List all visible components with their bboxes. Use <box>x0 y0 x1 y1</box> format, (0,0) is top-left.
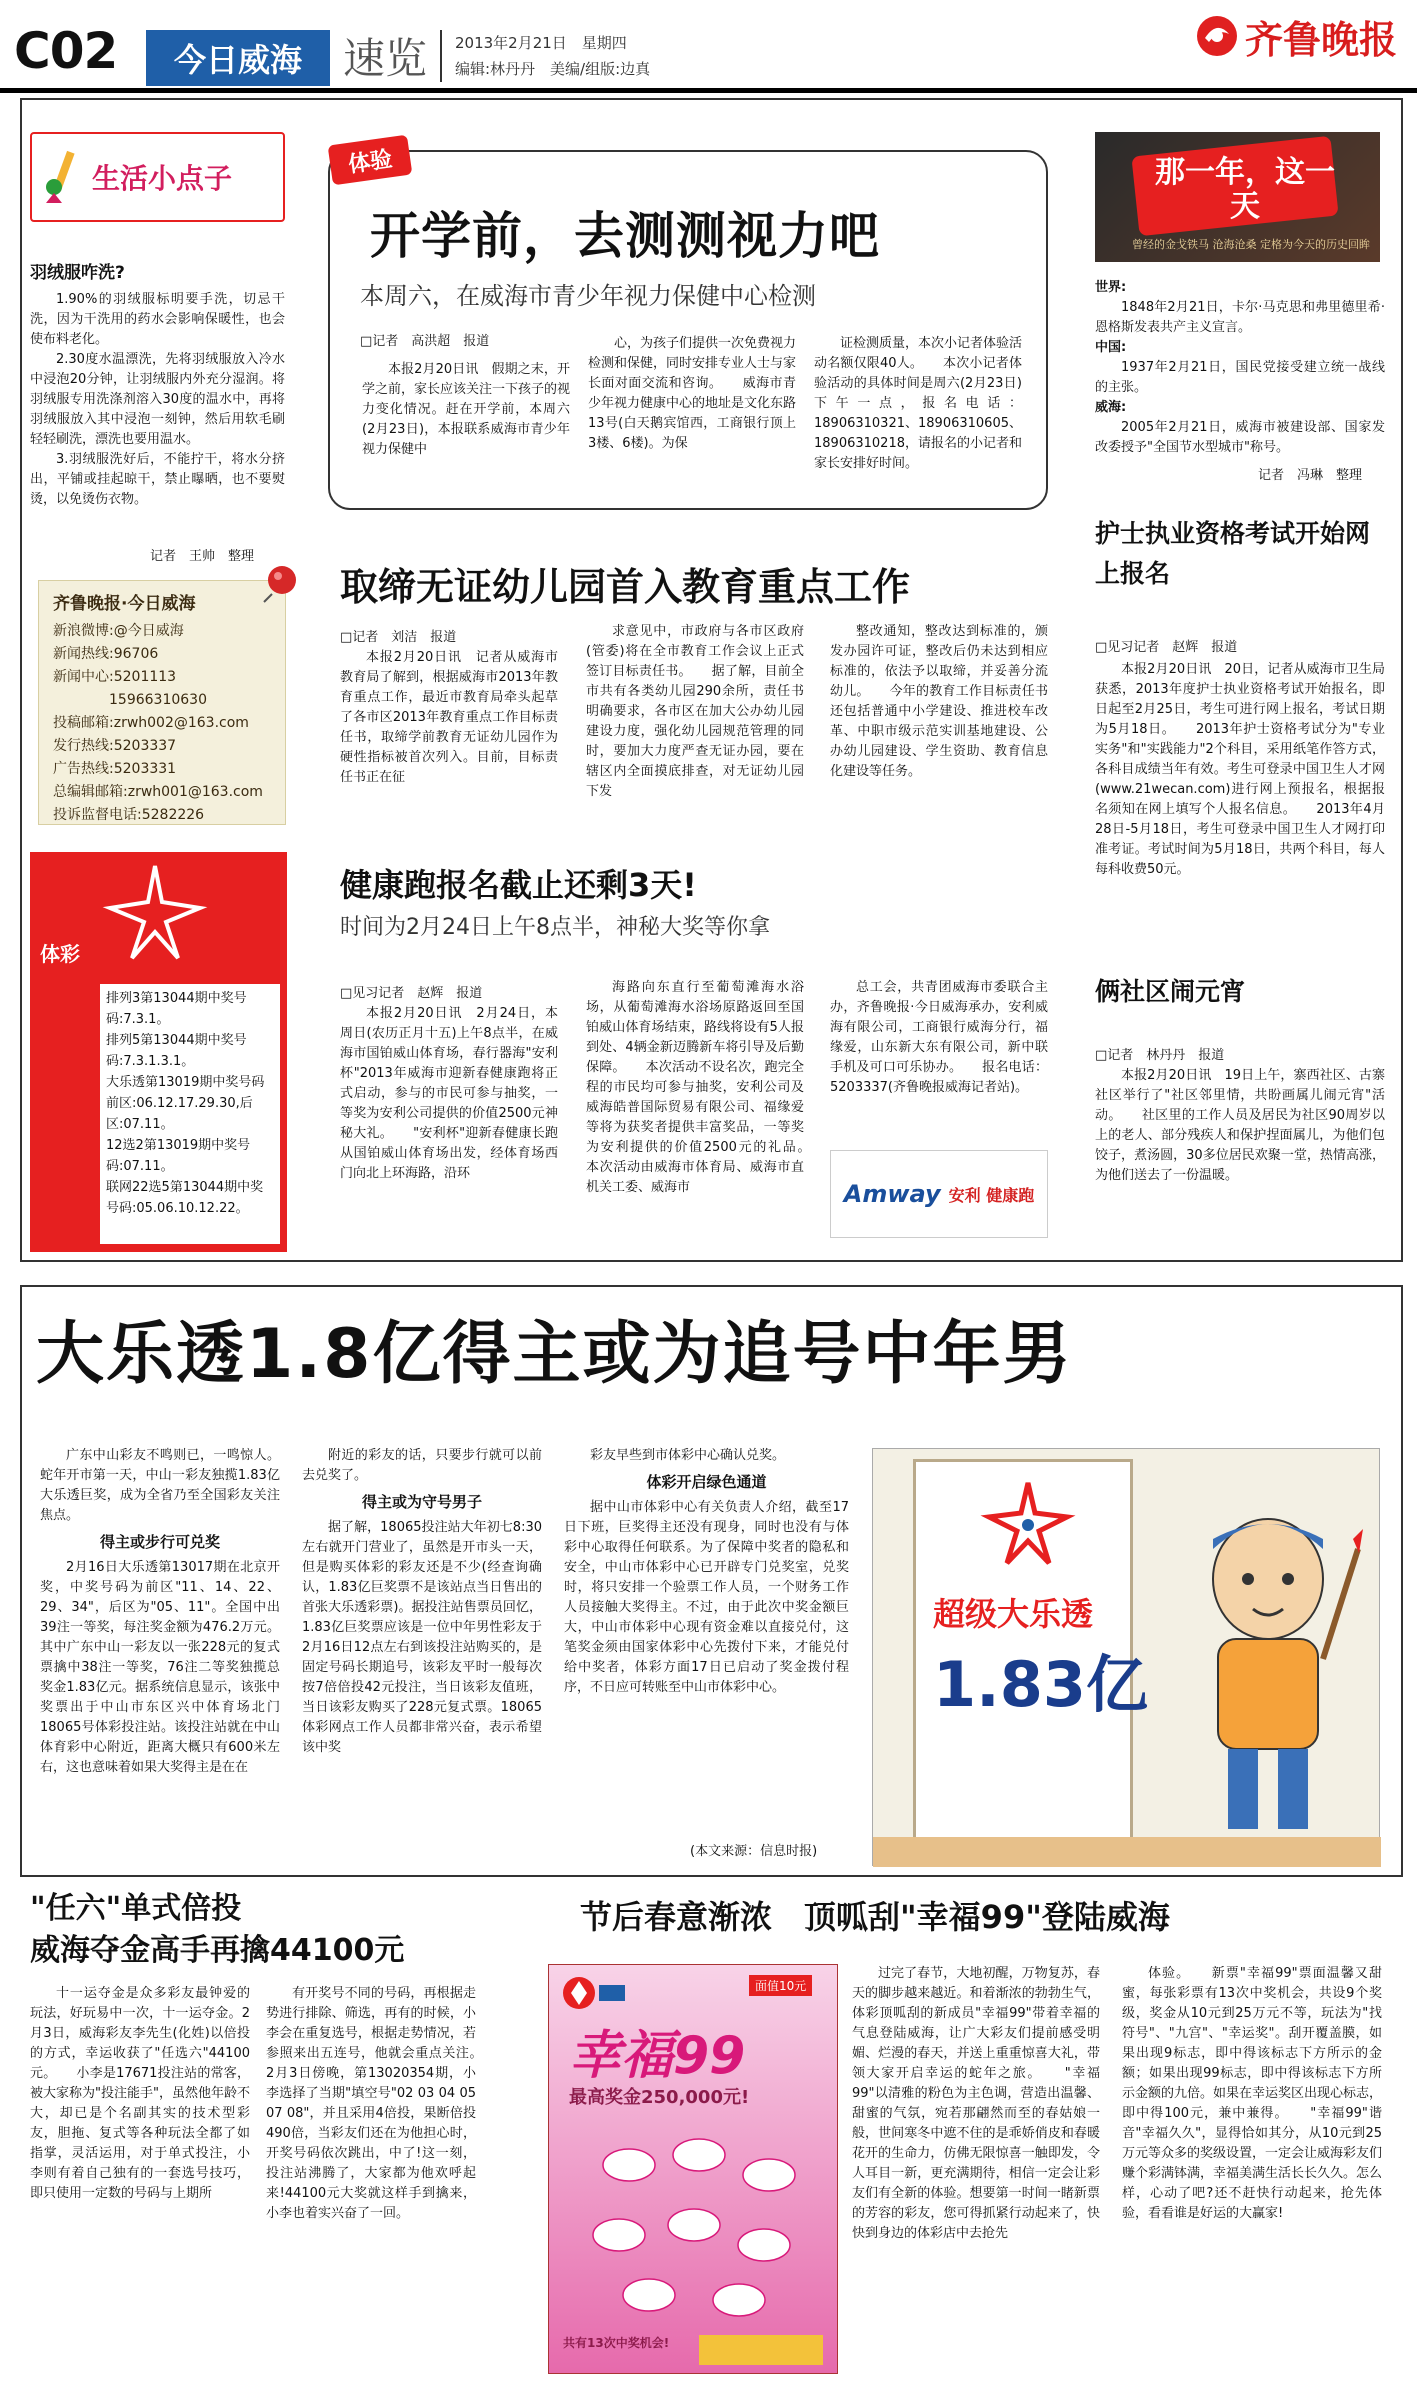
contact-line: 广告热线:5203331 <box>53 761 177 777</box>
kinder-col1 <box>340 648 558 838</box>
lottery-line: 大乐透第13019期中奖号码前区:06.12.17.29.30,后区:07.11。 <box>106 1075 265 1132</box>
rally-body <box>1095 1066 1385 1246</box>
run-col2-text: 海路向东直行至葡萄滩海水浴场，从葡萄滩海水浴场原路返回至国铂威山体育场结束，路线将设有5人报到处、4辆金新迈腾新车将引导及后勤保障。 本次活动不设名次，跑完全程的市民均可参与抽奖，安利公司及威海皓普国际贸易有限公司、福缘爱等将为获奖者提供丰富奖品，一等奖为安利提供的价值2500元的礼品。 本次活动由威海市体育局、威海市直机关工委、威海市 <box>586 980 831 1195</box>
history-author: 记者 冯琳 整理 <box>1258 468 1363 483</box>
lotto-source: (本文来源：信息时报) <box>690 1844 818 1859</box>
tips-author: 记者 王帅 整理 <box>150 549 255 564</box>
kinder-col2 <box>586 622 804 838</box>
history-text: 2005年2月21日，威海市被建设部、国家发改委授予"全国节水型城市"称号。 <box>1095 420 1385 455</box>
sports-lottery-star-icon <box>100 862 210 962</box>
lottery-line: 联网22选5第13044期中奖号码:05.06.10.12.22。 <box>106 1180 264 1216</box>
run-author: □见习记者 赵辉 报道 <box>340 986 483 1001</box>
happy-col2-text: 体验。 新票"幸福99"票面温馨又甜蜜，每张彩票有13次中奖机会，共设9个奖级，奖金从10元到25万元不等，玩法为"找符号"、"九宫"、"幸运奖"。刮开覆盖膜，如果出现9标志，即中得该标志下方所示的金额；如果出现99标志，即中得该标志下方所示金额的九倍。如果在幸运奖区出现心标志，即中得100元，兼中兼得。 "幸福99"谐音"幸福久久"，显得恰如其分，从10元到25万元等众多的奖级设置，一定会让威海彩友们赚个彩满钵满，幸福美满生活长长久久。怎么样，心动了吧?还不赶快行动起来，抢先体验，看看谁是好运的大赢家! <box>1122 1966 1383 2221</box>
painter-boy-icon <box>1173 1509 1363 1849</box>
run-col3-text: 总工会，共青团威海市委联合主办，齐鲁晚报·今日威海承办，安利威海有限公司，工商银行威海分行，福缘爱，山东新大东有限公司，新中联手机及可口可乐协办。 报名电话：5203337(齐鲁晚报威海记者站)。 <box>830 980 1048 1095</box>
run-title: 健康跑报名截止还剩3天! <box>340 866 697 904</box>
vision-col2-text: 心，为孩子们提供一次免费视力检测和保健，同时安排专业人士与家长面对面交流和咨询。 威海市青少年视力健康中心的地址是文化东路13号(白天鹅宾馆西，工商银行顶上3楼、6楼)。为保 <box>588 336 797 451</box>
lotto-col3-intro: 彩友早些到市体彩中心确认兑奖。 <box>590 1448 786 1463</box>
run-subtitle: 时间为2月24日上午8点半，神秘大奖等你拿 <box>340 915 770 940</box>
nurse-author: □见习记者 赵辉 报道 <box>1095 640 1238 655</box>
amway-logo-text: Amway <box>843 1180 941 1208</box>
contact-line: 发行热线:5203337 <box>53 738 177 754</box>
rally-text: 本报2月20日讯 19日上午，寨西社区、古寨社区举行了"社区邻里情，共盼画属儿闹元宵"活动。 社区里的工作人员及居民为社区90周岁以上的老人、部分残疾人和保护捏面属儿，为他们包饺子，煮汤圆，30多位居民欢聚一堂，热情高涨，为他们送去了一份温暖。 <box>1095 1068 1385 1183</box>
editor-credits: 编辑:林丹丹 美编/组版:边真 <box>455 60 651 78</box>
happy-title: 节后春意渐浓 顶呱刮"幸福99"登陆威海 <box>580 1898 1170 1936</box>
newspaper-logo <box>1195 12 1405 60</box>
run-col2 <box>586 978 831 1244</box>
vision-col2 <box>588 334 796 500</box>
kinder-col2-text: 求意见中，市政府与各市区政府(管委)将在全市教育工作会议上正式签订目标责任书。 据了解，目前全市共有各类幼儿园290余所，责任书明确要求，各市区在加大公办幼儿园建设力度，强化幼儿园规范管理的同时，要加大力度严查无证办园，要在辖区内全面摸底排查，对无证幼儿园下发 <box>586 624 804 799</box>
subsection-label: 速览 <box>343 34 428 83</box>
logo-text: 齐鲁晚报 <box>1245 16 1398 62</box>
lotto-col3-subhead: 体彩开启绿色通道 <box>646 1473 767 1491</box>
ticket-title: 幸福99 <box>569 2026 746 2086</box>
vision-subtitle: 本周六，在威海市青少年视力保健中心检测 <box>360 282 816 310</box>
ticket-footer: 共有13次中奖机会! <box>563 2336 670 2350</box>
vision-col3 <box>814 334 1022 500</box>
lotto-col3 <box>564 1446 849 1826</box>
r6-title-line2: 威海夺金高手再擒44100元 <box>30 1933 405 1968</box>
ticket-prize: 最高奖金250,000元! <box>569 2087 750 2108</box>
china-welfare-lottery-icon <box>559 1973 629 2013</box>
issue-date: 2013年2月21日 星期四 <box>455 34 627 52</box>
contact-line: 新浪微博:@今日威海 <box>53 623 184 639</box>
kinder-col3 <box>830 622 1048 838</box>
contact-line: 总编辑邮箱:zrwh001@163.com <box>53 784 263 800</box>
lotto-col2-text: 据了解，18065投注站大年初七8:30左右就开门营业了，虽然是开市头一天，但是购买体彩的彩友还是不少(经查询确认，1.83亿巨奖票不是该站点当日售出的首张大乐透彩票)。据投注站售票员回忆，1.83亿巨奖票应该是一位中年男性彩友于2月16日12点左右到该投注站购买的，是固定号码长期追号，该彩友平时一般每次按7倍倍投42元投注，当日该彩友值班，当日该彩友购买了228元复式票。18065体彩网点工作人员都非常兴奋，表示希望该中奖 <box>302 1520 542 1755</box>
happy-col2 <box>1122 1964 1382 2374</box>
sports-lottery-star-icon <box>983 1479 1073 1569</box>
poster-amount: 1.83亿 <box>933 1648 1148 1721</box>
r6-title-line1: "任六"单式倍投 <box>30 1891 242 1926</box>
lotto-col3-text: 据中山市体彩中心有关负责人介绍，截至17日下班，巨奖得主还没有现身，同时也没有与体彩中心取得任何联系。为了保障中奖者的隐私和安全，中山市体彩中心已开辟专门兑奖室，兑奖时，将只安排一个验票工作人员，一个财务工作人员接触大奖得主。不过，由于此次中奖金额巨大，中山市体彩中心现有资金难以直接兑付，这笔奖金须由国家体彩中心先拨付下来，才能兑付给中奖者，体彩方面17日已启动了奖金拨付程序，不日应可转账至中山市体彩中心。 <box>564 1500 849 1695</box>
vision-col1-text: 本报2月20日讯 假期之末，开学之前，家长应该关注一下孩子的视力变化情况。赶在开学前，本周六(2月23日)，本报联系威海市青少年视力保健中 <box>362 362 571 457</box>
tips-badge-label: 生活小点子 <box>92 162 233 195</box>
lotto-col2 <box>302 1446 542 1866</box>
lottery-line: 排列3第13044期中奖号码:7.3.1。 <box>106 991 247 1027</box>
history-label: 中国: <box>1095 340 1127 355</box>
contact-card <box>38 580 286 825</box>
contact-line: 新闻热线:96706 <box>53 646 159 662</box>
lotto-col1-subhead: 得主或步行可兑奖 <box>99 1533 220 1551</box>
happy-col1 <box>852 1964 1100 2374</box>
r6-col2-text: 有开奖号不同的号码，再根据走势进行排除、筛选，再有的时候，小李会在重复选号，根据走势情况，若参照来出五连号，他就会重点关注。 2月3日傍晚，第13020354期，小李选择了当期"填空号"02 03 04 05 07 08"，并且采用4倍投，果断倍投490倍，当彩友们还在为他担心时，开奖号码依次跳出，中了!这一刻，投注站沸腾了，大家都为他欢呼起来!44100元大奖就这样手到擒来，小李也着实兴奋了一回。 <box>266 1986 503 2221</box>
run-col3 <box>830 978 1048 1144</box>
header-rule <box>0 88 1417 93</box>
lottery-box <box>30 852 287 1252</box>
vision-title: 开学前，去测测视力吧 <box>370 207 880 265</box>
vision-col1 <box>362 360 570 500</box>
contact-line: 投稿邮箱:zrwh002@163.com <box>53 715 249 731</box>
history-label: 世界: <box>1095 280 1127 295</box>
kinder-col1-text: 本报2月20日讯 记者从威海市教育局了解到，根据威海市2013年教育重点工作，最近市教育局牵头起草了各市区2013年教育重点工作目标责任书，取缔学前教育无证幼儿园作为硬性指标被首次列入。目前，目标责任书正在征 <box>340 650 558 785</box>
kinder-col3-text: 整改通知，整改达到标准的，颁发办园许可证，整改后仍未达到相应标准的，依法予以取缔，并妥善分流幼儿。 今年的教育工作目标责任书还包括普通中小学建设、推进校车改革、中职市级示范实训基地建设、公办幼儿园建设、学生资助、教育信息化建设等任务。 <box>830 624 1048 779</box>
pencil-person-icon <box>42 147 86 207</box>
contact-line: 新闻中心:5201113 <box>53 669 177 685</box>
amway-logo <box>830 1150 1048 1238</box>
kinder-title: 取缔无证幼儿园首入教育重点工作 <box>340 565 911 609</box>
history-text: 1937年2月21日，国民党接受建立统一战线的主张。 <box>1095 360 1385 395</box>
contact-line: 15966310630 <box>109 692 207 708</box>
history-banner-title: 那一年，这一天 <box>1155 155 1335 224</box>
nurse-body <box>1095 660 1385 958</box>
lottery-line: 12选2第13019期中奖号码:07.11。 <box>106 1138 251 1174</box>
tips-body <box>30 290 285 562</box>
lotto-col2-intro: 附近的彩友的话，只要步行就可以前去兑奖了。 <box>302 1448 542 1483</box>
kinder-author: □记者 刘洁 报道 <box>340 630 457 645</box>
nurse-text: 本报2月20日讯 20日，记者从威海市卫生局获悉，2013年度护士执业资格考试开始报名，即日起至2月25日，考生可进行网上报名，考试日期为5月18日。 2013年护士资格考试分为"专业实务"和"实践能力"2个科目，采用纸笔作答方式，各科目成绩当年有效。考生可登录中国卫生人才网(www.21wecan.com)进行网上预报名，根据报名须知在网上填写个人报名信息。 2013年4月28日-5月18日，考生可登录中国卫生人才网打印准考证。考试时间为5月18日，共两个科目，每人每科收费50元。 <box>1095 662 1385 877</box>
history-banner <box>1095 132 1380 262</box>
lotto-col1-intro: 广东中山彩友不鸣则已，一鸣惊人。蛇年开市第一天，中山一彩友独揽1.83亿大乐透巨奖，成为全省乃至全国彩友关注焦点。 <box>40 1448 280 1523</box>
r6-col1 <box>30 1984 250 2374</box>
lotto-col1 <box>40 1446 280 1866</box>
vision-tag: 体验 <box>328 135 413 186</box>
vision-author: □记者 高洪超 报道 <box>360 334 490 349</box>
amway-slogan: 安利 健康跑 <box>948 1185 1035 1205</box>
ticket-price: 面值10元 <box>749 1975 812 1996</box>
run-col1-text: 本报2月20日讯 2月24日，本周日(农历正月十五)上午8点半，在威海市国铂威山体育场，春行器海"安利杯"2013年威海市迎新春健康跑将正式启动，参与的市民可参与抽奖，一等奖为安利公司提供的价值2500元神秘大礼。 "安利杯"迎新春健康长跑从国铂威山体育场出发，经体育场西门向北上环海路，沿环 <box>340 1006 558 1181</box>
lottery-numbers <box>100 984 280 1244</box>
history-label: 威海: <box>1095 400 1127 415</box>
section-label: 今日威海 <box>146 30 330 86</box>
poster-title: 超级大乐透 <box>933 1595 1094 1633</box>
lotto-col2-subhead: 得主或为守号男子 <box>361 1493 482 1511</box>
lotto-poster <box>872 1448 1380 1866</box>
page-code: C02 <box>14 22 118 80</box>
header-divider <box>440 30 442 82</box>
lottery-label: 体彩 <box>40 942 80 966</box>
sun-swirl-icon <box>1195 14 1239 58</box>
pushpin-icon <box>258 560 302 604</box>
happy-ticket <box>548 1964 838 2374</box>
history-body <box>1095 278 1385 478</box>
lotto-col1-text: 2月16日大乐透第13017期在北京开奖，中奖号码为前区"11、14、22、29、34"，后区为"05、11"。全国中出39注一等奖，每注奖金额为476.2万元。其中广东中山一彩友以一张228元的复式票擒中38注一等奖，76注二等奖独揽总奖金1.83亿元。据系统信息显示，该张中奖票出于中山市东区兴中体育场北门18065号体彩投注站。该投注站就在中山体育彩中心附近，距离大概只有600米左右，这也意味着如果大奖得主是在在 <box>40 1560 280 1775</box>
tips-para: 2.30度水温漂洗，先将羽绒服放入冷水中浸泡20分钟，让羽绒服内外充分湿润。将羽绒服专用洗涤剂溶入30度的温水中，再将羽绒服放入其中浸泡一刻钟，然后用软毛刷轻轻刷洗，漂洗也要用温水。 <box>30 352 285 447</box>
lotto-headline: 大乐透1.8亿得主或为追号中年男 <box>36 1315 1073 1394</box>
orchid-flower-icon <box>569 2115 819 2325</box>
ticket-scratch-area <box>699 2335 823 2365</box>
contact-title: 齐鲁晚报·今日威海 <box>53 594 196 614</box>
history-text: 1848年2月21日，卡尔·马克思和弗里德里希·恩格斯发表共产主义宣言。 <box>1095 300 1385 335</box>
nurse-title: 护士执业资格考试开始网上报名 <box>1095 519 1371 588</box>
history-banner-sub: 曾经的金戈铁马 沧海沧桑 定格为今天的历史回眸 <box>1132 238 1370 251</box>
contact-line: 投诉监督电话:5282226 <box>53 807 205 823</box>
happy-col1-text: 过完了春节，大地初醒，万物复苏，春天的脚步越来越近。和着渐浓的勃勃生气，体彩顶呱刮的新成员"幸福99"带着幸福的气息登陆威海，让广大彩友们提前感受明媚、烂漫的春天，并送上重重惊喜大礼，带领大家开启幸运的蛇年之旅。 "幸福99"以清雅的粉色为主色调，营造出温馨、甜蜜的气氛，宛若那翩然而至的春姑娘一般，世间寒冬中遮不住的是乖娇俏皮和春暖花开的生命力，仿佛无限惊喜一触即发，令人耳目一新，更充满期待，相信一定会让彩友们有全新的体验。想要第一时间一睹新票的芳容的彩友，您可得抓紧行动起来了，快快到身边的体彩店中去抢先 <box>852 1966 1100 2241</box>
run-col1 <box>340 1004 558 1244</box>
tips-title: 羽绒服咋洗? <box>30 263 125 283</box>
tips-badge <box>30 132 285 222</box>
tips-para: 3.羽绒服洗好后，不能拧干，将水分挤出，平铺或挂起晾干，禁止曝晒，也不要熨烫，以免烫伤衣物。 <box>30 452 285 507</box>
r6-col2 <box>266 1984 503 2374</box>
r6-col1-text: 十一运夺金是众多彩友最钟爱的玩法，好玩易中一次，十一运夺金。2月3日，威海彩友李先生(化姓)以倍投的方式，幸运收获了"任选六"44100元。 小李是17671投注站的常客，被大家称为"投注能手"，虽然他年龄不大，却已是个名副其实的技术型彩友，胆拖、复式等各种玩法全都了如指掌，灵活运用，对于单式投注，小李则有着自己独有的一套选号技巧，即只使用一定数的号码与上期所 <box>30 1986 250 2201</box>
header-meta <box>455 30 650 82</box>
rally-author: □记者 林丹丹 报道 <box>1095 1048 1225 1063</box>
lottery-line: 排列5第13044期中奖号码:7.3.1.3.1。 <box>106 1033 247 1069</box>
r6-title <box>30 1888 404 1972</box>
tips-para: 1.90%的羽绒服标明要手洗，切忌干洗，因为干洗用的药水会影响保暖性，也会使布料老化。 <box>30 292 285 347</box>
rally-title: 俩社区闹元宵 <box>1095 977 1246 1006</box>
vision-col3-text: 证检测质量，本次小记者体验活动名额仅限40人。 本次小记者体验活动的具体时间是周六(2月23日)下午一点，报名电话：18906310321、18906310605、18906310218，请报名的小记者和家长安排好时间。 <box>814 336 1023 471</box>
